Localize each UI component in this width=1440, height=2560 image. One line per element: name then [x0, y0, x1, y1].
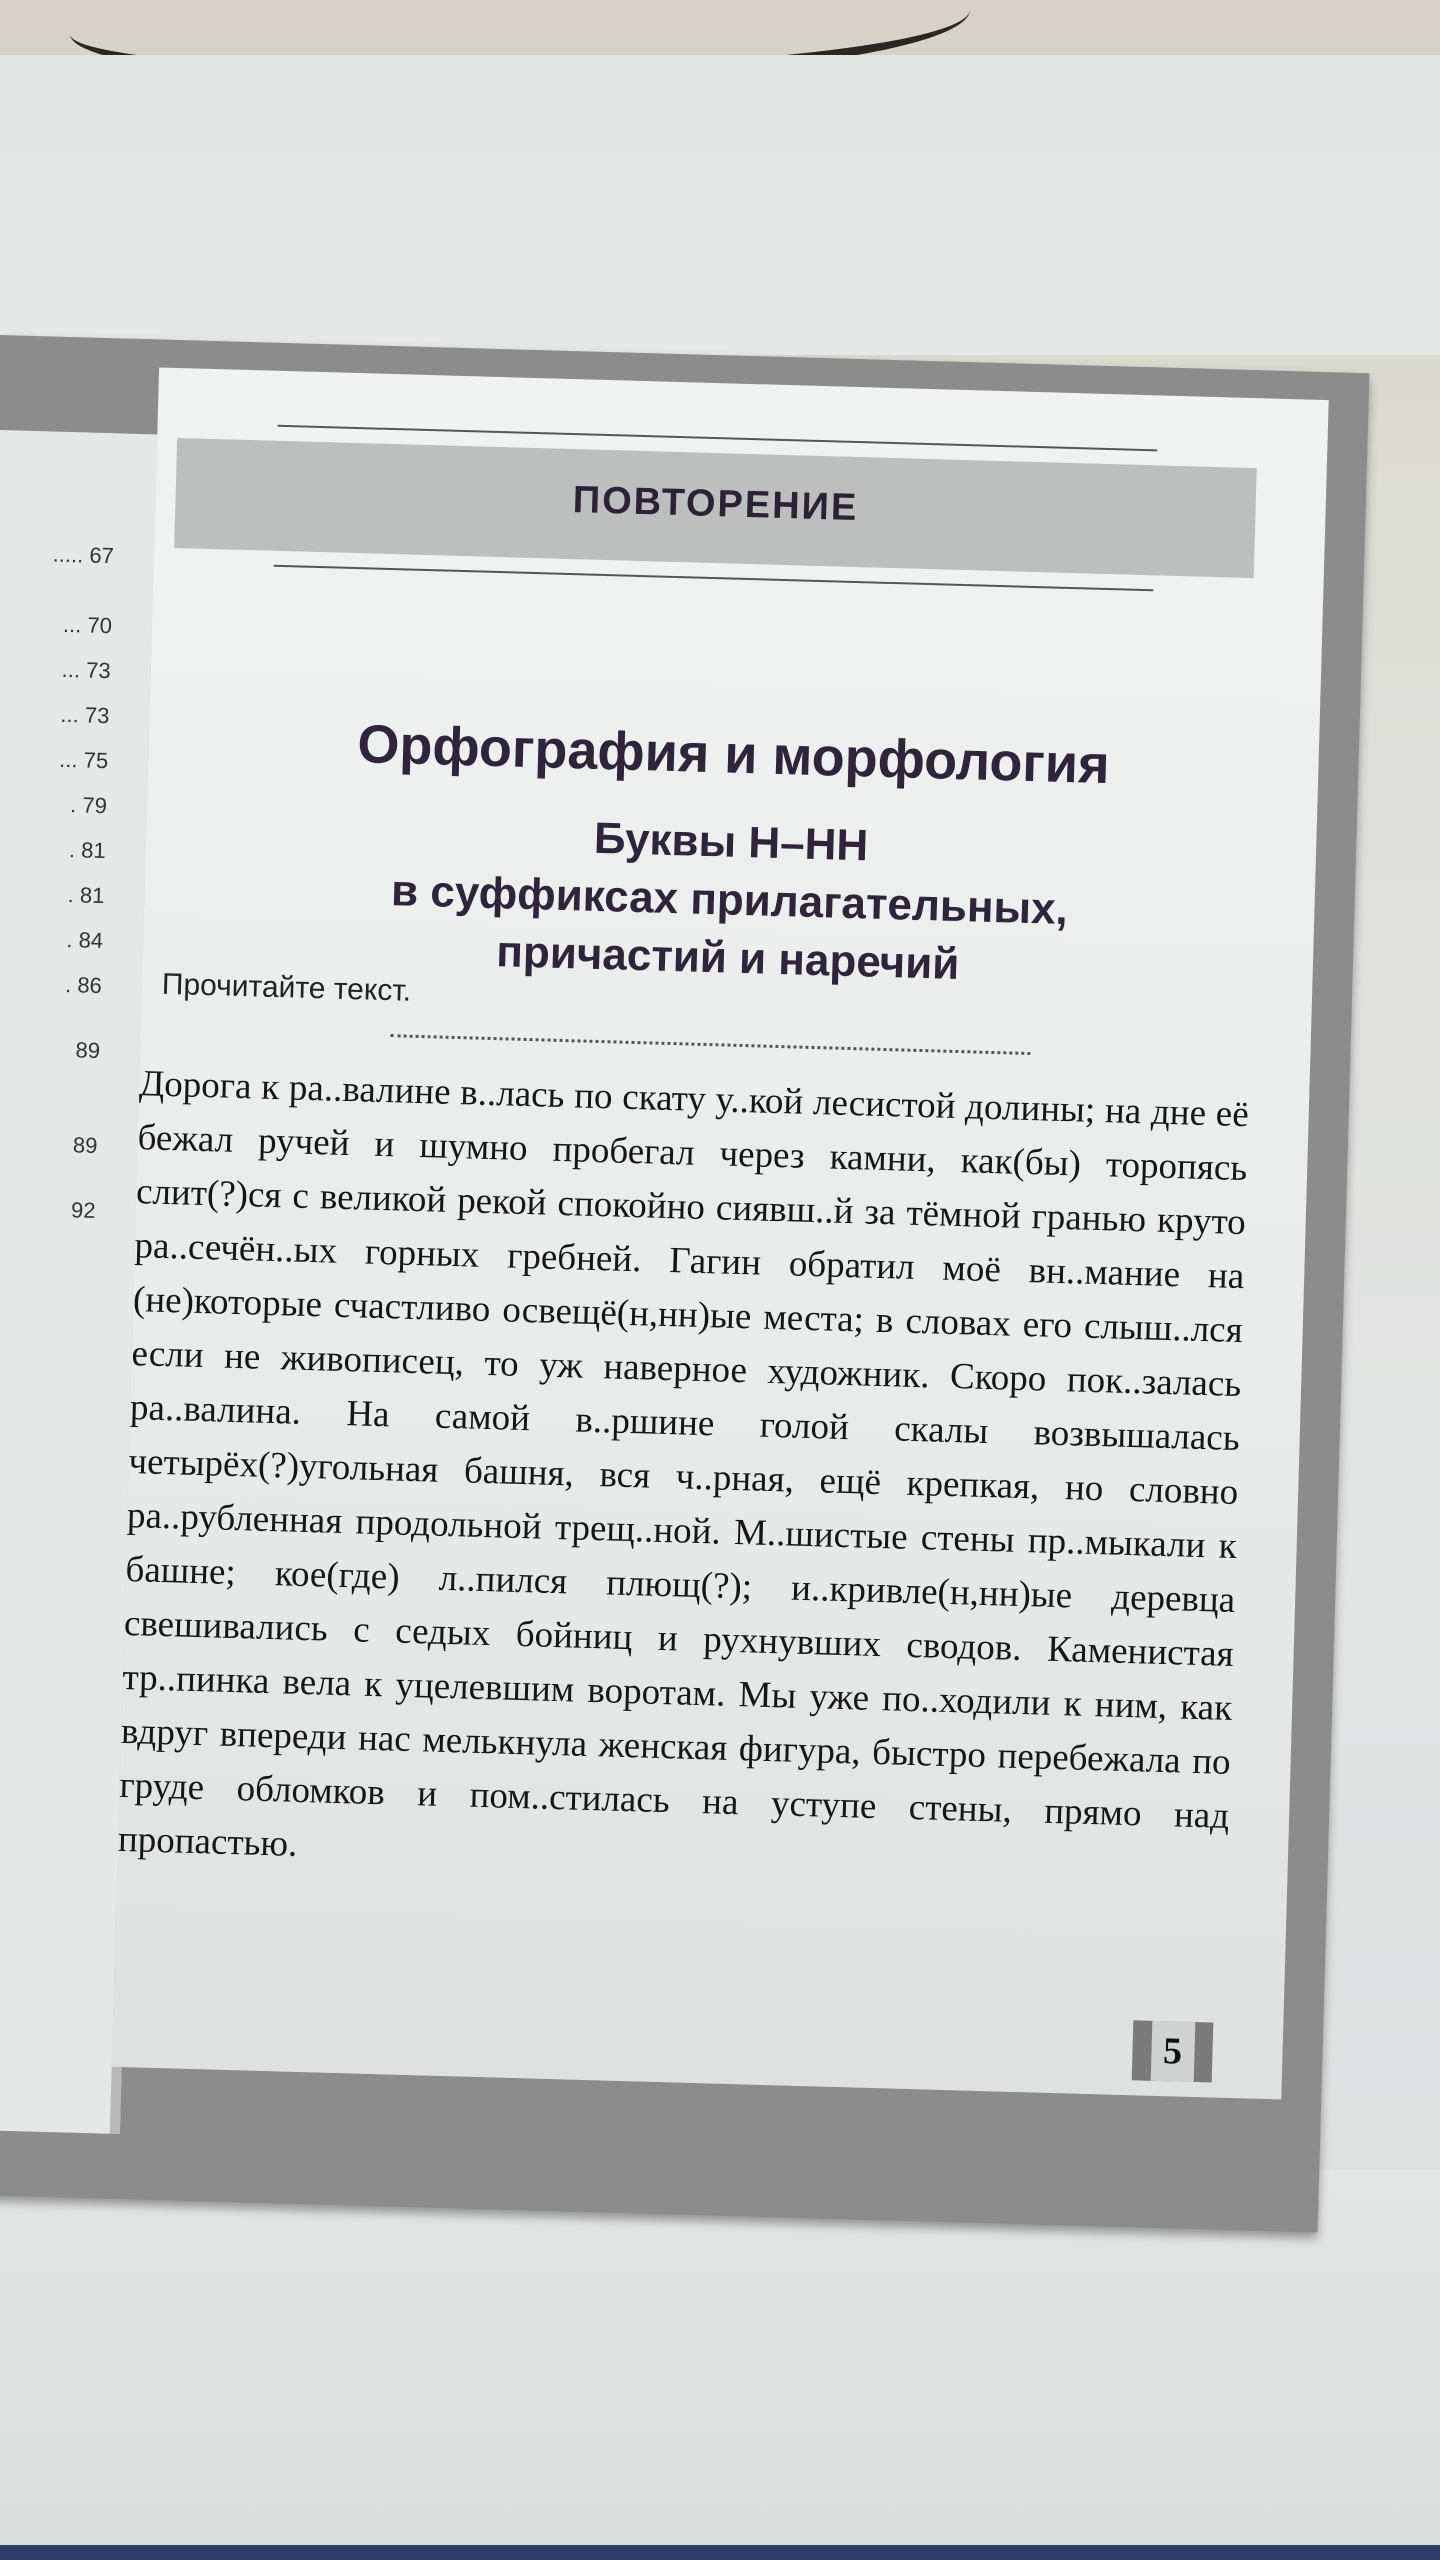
page-number — [1132, 2020, 1214, 2082]
instruction: Прочитайте текст. — [161, 967, 412, 1008]
toc-item: . 81 — [67, 882, 105, 909]
toc-item: . 81 — [68, 837, 106, 864]
toc-item: ..... 67 — [52, 541, 115, 569]
divider — [274, 565, 1154, 592]
toc-item: 89 — [72, 1132, 98, 1159]
toc-item: . 84 — [66, 927, 104, 954]
page-number-label: 5 — [1150, 2021, 1195, 2082]
page-title: Орфография и морфология — [356, 714, 1111, 796]
toc-item: 89 — [75, 1037, 101, 1064]
paper-top — [0, 55, 1440, 355]
toc-item: . 79 — [69, 792, 108, 819]
passage: Дорога к ра..валине в..лась по скату у..кой лесистой долины; на дне её бежал ручей и шумно пробегал через камни, как(бы) торопясь слит(?)ся с великой рекой спокойно сиявш..й за тёмной гранью круто ра..сечён..ых горных гребней. Гагин обратил моё вн..мание на (не)которые счастливо освещё(н,нн)ые места; в словах его слыш..лся если не живописец, то уж наверное художник. Скоро пок..залась ра..валина. На самой в..ршине голой скалы возвышалась четырёх(?)угольная башня, вся ч..рная, ещё крепкая, но словно ра..рубленная продольной трещ..ной. М..шистые стены пр..мыкали к башне; кое(где) л..пился плющ(?); и..кривле(н,нн)ые деревца свешивались с седых бойниц и рухнувших сводов. Каменистая тр..пинка вела к уцелевшим воротам. Мы уже по..ходили к ним, как вдруг впереди нас мелькнула женская фигура, быстро перебежала по груде обломков и пом..стилась на уступе стены, прямо над пропастью. — [117, 1063, 1250, 1865]
book-page — [0, 335, 1369, 2233]
toc-item: ... 70 — [62, 611, 113, 639]
page-content — [112, 367, 1329, 2099]
bottom-edge — [0, 2545, 1440, 2560]
toc-item: 92 — [70, 1197, 96, 1224]
dotted-line — [391, 1034, 1031, 1055]
section-banner — [174, 438, 1257, 578]
toc-item: ... 75 — [58, 746, 109, 774]
toc-item: ... 73 — [60, 701, 110, 729]
subtitle-line: причастий и наречий — [495, 927, 961, 990]
toc-item: ... 73 — [61, 656, 112, 684]
subtitle-line: Буквы Н–НН — [593, 813, 869, 871]
subtitle-line: в суффиксах прилагательных, — [390, 866, 1069, 935]
divider — [278, 425, 1158, 452]
toc-item: . 86 — [64, 972, 103, 999]
section-title: ПОВТОРЕНИЕ — [572, 479, 859, 530]
